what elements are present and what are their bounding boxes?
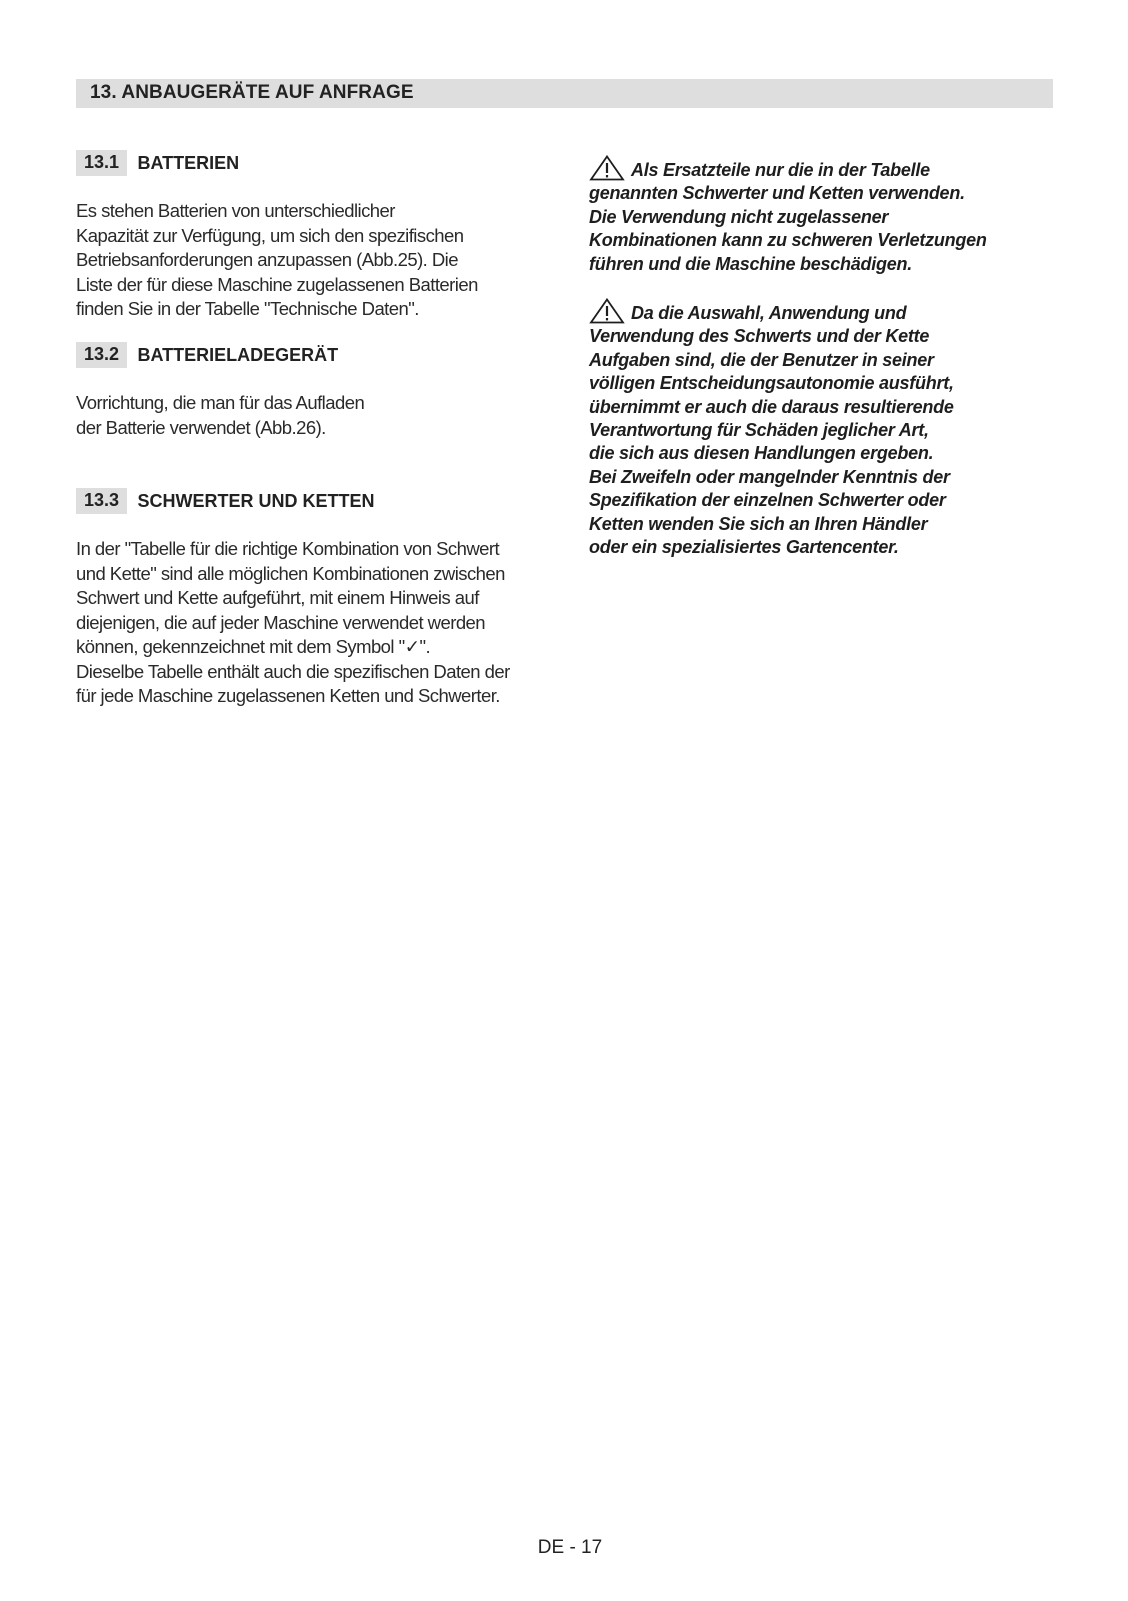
warning-block-ersatzteile <box>589 155 1059 276</box>
section-number: 13.1 <box>76 150 127 176</box>
text-line: Die Verwendung nicht zugelassener <box>589 206 889 227</box>
section-title: BATTERIELADEGERÄT <box>137 344 339 365</box>
text-line: für jede Maschine zugelassenen Ketten und Schwerter. <box>76 685 500 706</box>
text-line: Verwendung des Schwerts und der Kette <box>589 326 930 347</box>
text-line: die sich aus diesen Handlungen ergeben. <box>589 443 934 464</box>
text-line: Kapazität zur Verfügung, um sich den spezifischen <box>76 224 464 246</box>
warning-first-line <box>589 155 1059 182</box>
section-heading-13-2 <box>76 342 338 368</box>
text-line: Ketten wenden Sie sich an Ihren Händler <box>589 513 928 534</box>
page-number: DE - 17 <box>537 1537 603 1558</box>
text-line: übernimmt er auch die daraus resultierende <box>589 396 954 417</box>
text-line: Liste der für diese Maschine zugelassenen Batterien <box>76 273 478 295</box>
text-line: Verantwortung für Schäden jeglicher Art, <box>589 420 929 441</box>
chapter-heading-bar <box>76 79 1053 108</box>
text-line: oder ein spezialisiertes Gartencenter. <box>589 537 899 558</box>
section-body-schwerter-und-ketten <box>76 537 556 709</box>
text-line: genannten Schwerter und Ketten verwenden. <box>589 183 965 204</box>
text-line: Kombinationen kann zu schweren Verletzungen <box>589 230 987 251</box>
section-heading-13-1 <box>76 150 239 176</box>
text-line: In der "Tabelle für die richtige Kombination von Schwert <box>76 538 500 559</box>
section-number: 13.3 <box>76 488 127 514</box>
text-line: können, gekennzeichnet mit dem Symbol "✓". <box>76 636 431 657</box>
warning-triangle-icon <box>589 298 625 324</box>
section-title: BATTERIEN <box>137 152 240 173</box>
text-line: Bei Zweifeln oder mangelnder Kenntnis der <box>589 466 950 487</box>
text-line: Als Ersatzteile nur die in der Tabelle <box>631 160 930 180</box>
text-line: führen und die Maschine beschädigen. <box>589 253 913 274</box>
section-number: 13.2 <box>76 342 127 368</box>
chapter-title: 13. ANBAUGERÄTE AUF ANFRAGE <box>90 82 414 103</box>
text-line: Da die Auswahl, Anwendung und <box>631 303 907 323</box>
text-line: Spezifikation der einzelnen Schwerter oder <box>589 490 946 511</box>
text-line: Betriebsanforderungen anzupassen (Abb.25). Die <box>76 249 458 270</box>
warning-block-verantwortung <box>589 298 1059 559</box>
section-heading-13-3 <box>76 488 375 514</box>
text-line: Aufgaben sind, die der Benutzer in seiner <box>589 349 934 370</box>
text-line: der Batterie verwendet (Abb.26). <box>76 416 326 438</box>
section-body-batterien <box>76 199 556 322</box>
text-line: diejenigen, die auf jeder Maschine verwendet werden <box>76 611 486 633</box>
text-line: völligen Entscheidungsautonomie ausführt, <box>589 373 954 394</box>
text-line: Schwert und Kette aufgeführt, mit einem Hinweis auf <box>76 587 479 608</box>
warning-triangle-icon <box>589 155 625 181</box>
text-line: finden Sie in der Tabelle "Technische Daten". <box>76 298 419 319</box>
text-line: Es stehen Batterien von unterschiedlicher <box>76 200 395 221</box>
section-body-batterieladegeraet <box>76 391 556 440</box>
text-line: und Kette" sind alle möglichen Kombinationen zwischen <box>76 562 505 584</box>
warning-first-line <box>589 298 1059 325</box>
text-line: Dieselbe Tabelle enthält auch die spezifischen Daten der <box>76 660 510 682</box>
section-title: SCHWERTER UND KETTEN <box>137 490 375 511</box>
text-line: Vorrichtung, die man für das Aufladen <box>76 392 365 413</box>
